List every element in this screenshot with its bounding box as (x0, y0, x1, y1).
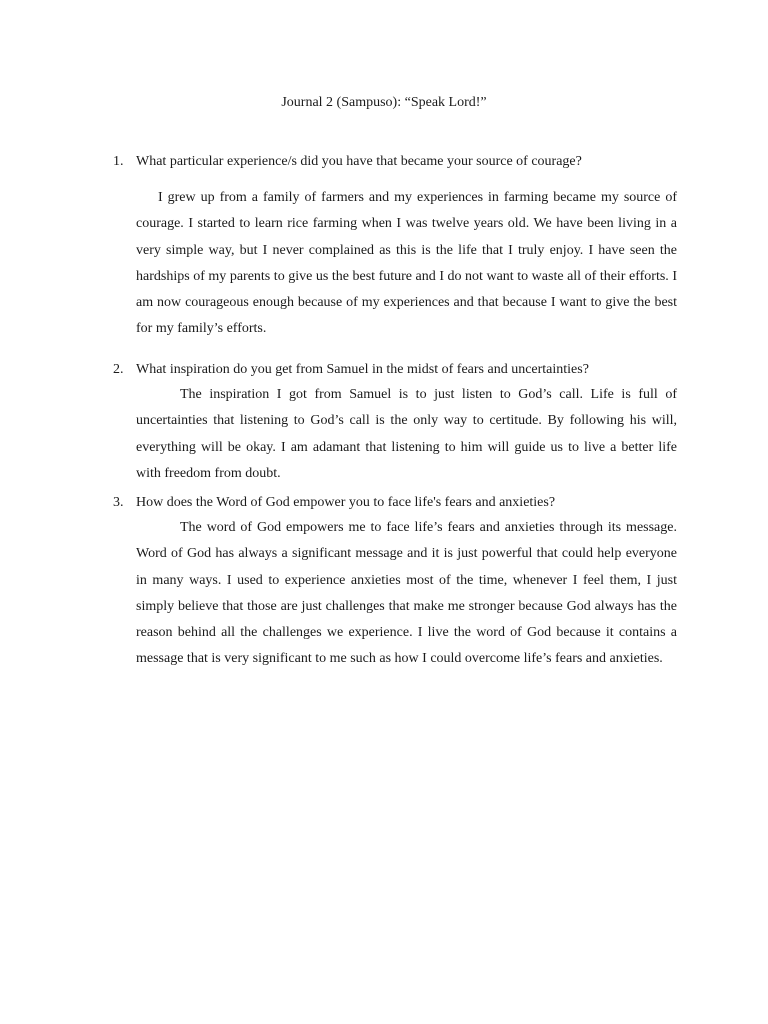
answer-paragraph: The inspiration I got from Samuel is to just listen to God’s call. Life is full of uncertainties that listening to God’s call is the only way to certitude. By following his will, everything will be okay. I am adamant that listening to him will guide us to live a better life with freedom from doubt. (136, 387, 677, 481)
answer-paragraph: The word of God empowers me to face life’s fears and anxieties through its message. Word of God has always a significant message and it is just powerful that could help everyone in many ways. I used to experience anxieties most of the time, whenever I feel them, I just simply believe that those are just challenges that make me stronger because God always has the reason behind all the challenges we experience. I live the word of God because it contains a message that is very significant to me such as how I could overcome life’s fears and anxieties. (136, 520, 677, 667)
question-text: How does the Word of God empower you to face life's fears and anxieties? (136, 495, 556, 510)
question-number: 1. (113, 154, 124, 169)
question-text: What inspiration do you get from Samuel in the midst of fears and uncertainties? (136, 362, 589, 377)
question-number: 3. (113, 495, 124, 510)
question-number: 2. (113, 362, 124, 377)
question-text: What particular experience/s did you have that became your source of courage? (136, 154, 582, 169)
answer-paragraph: I grew up from a family of farmers and my experiences in farming became my source of courage. I started to learn rice farming when I was twelve years old. We have been living in a very simple way, but I never complained as this is the life that I truly enjoy. I have seen the hardships of my parents to give us the best future and I do not want to waste all of their efforts. I am now courageous enough because of my experiences and that because I want to give the best for my family’s efforts. (136, 190, 677, 337)
document-title: Journal 2 (Sampuso): “Speak Lord!” (281, 95, 487, 110)
